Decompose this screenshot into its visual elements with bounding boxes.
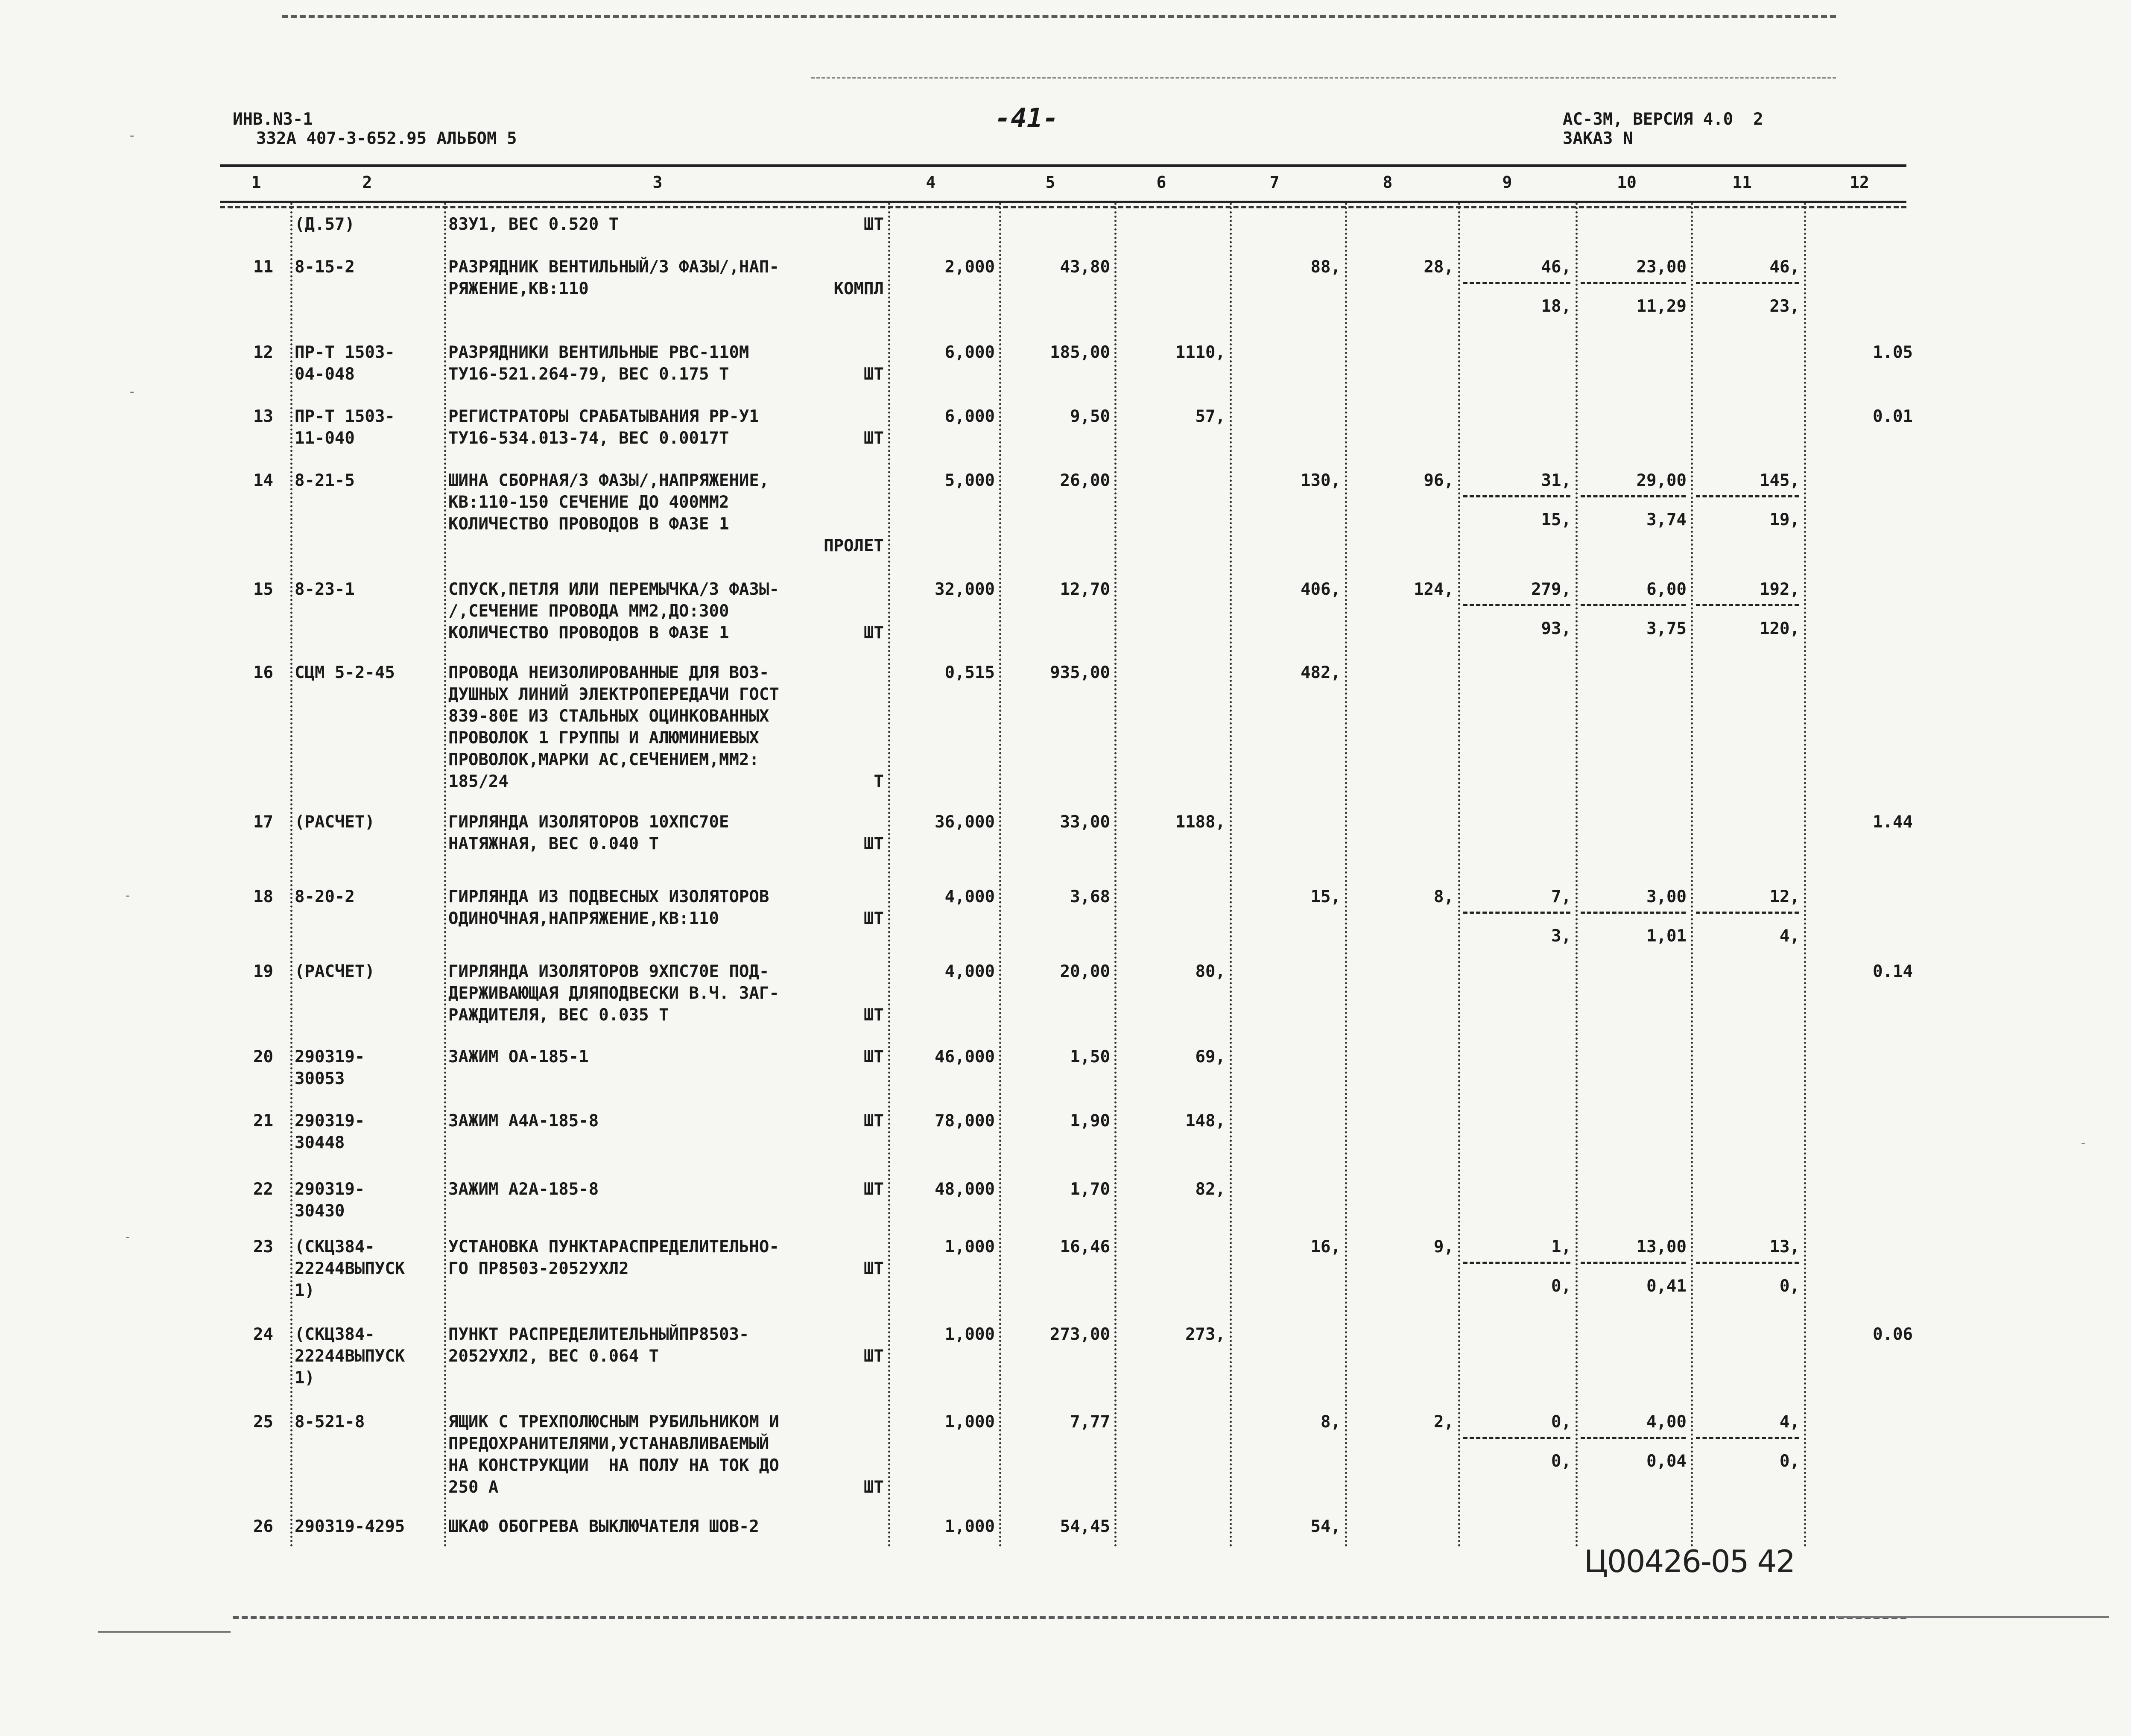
row-unit: ШТ (864, 365, 884, 384)
cell-col-5: 12,70 (1060, 580, 1110, 599)
row-number: 19 (253, 962, 273, 981)
fraction-separator (1581, 282, 1686, 284)
column-header-5: 5 (1045, 173, 1055, 192)
cell-col-9: 31, (1541, 471, 1571, 490)
row-description: СПУСК,ПЕТЛЯ ИЛИ ПЕРЕМЫЧКА/3 ФАЗЫ- (448, 580, 779, 599)
margin-tick: - (128, 384, 136, 399)
cell-col-4: 6,000 (944, 407, 995, 426)
row-description: ДУШНЫХ ЛИНИЙ ЭЛЕКТРОПЕРЕДАЧИ ГОСТ (448, 685, 779, 704)
row-description: НА КОНСТРУКЦИИ НА ПОЛУ НА ТОК ДО (448, 1456, 779, 1475)
cell-col-7: 406, (1301, 580, 1341, 599)
row-code: 11-040 (295, 429, 355, 448)
cell-col-6: 69, (1195, 1047, 1225, 1067)
cell-lower-9: 0, (1551, 1452, 1571, 1471)
column-header-12: 12 (1850, 173, 1869, 192)
row-number: 12 (253, 343, 273, 362)
column-separator (999, 203, 1001, 1548)
row-code: 8-23-1 (295, 580, 355, 599)
cell-col-5: 1,50 (1070, 1047, 1110, 1067)
row-description: ЯЩИК С ТРЕХПОЛЮСНЫМ РУБИЛЬНИКОМ И (448, 1412, 779, 1432)
cell-lower-9: 0, (1551, 1277, 1571, 1296)
cell-col-8: 8, (1434, 887, 1454, 906)
row-code: 290319- (295, 1180, 365, 1199)
row-description: ДЕРЖИВАЮЩАЯ ДЛЯПОДВЕСКИ В.Ч. ЗАГ- (448, 984, 779, 1003)
row-code: 290319- (295, 1111, 365, 1131)
row-unit: ШТ (864, 1047, 884, 1067)
cell-col-11: 13, (1769, 1237, 1800, 1257)
column-separator (1804, 203, 1806, 1548)
cell-col-7: 88, (1310, 257, 1341, 277)
cell-col-5: 1,70 (1070, 1180, 1110, 1199)
row-code: 290319-4295 (295, 1517, 405, 1536)
cell-col-8: 28, (1424, 257, 1454, 277)
column-header-7: 7 (1269, 173, 1280, 192)
top-dashed-rule (282, 15, 1836, 18)
cell-col-6: 1188, (1175, 812, 1225, 832)
fraction-separator (1463, 912, 1570, 914)
row-code: 30053 (295, 1069, 345, 1088)
row-number: 23 (253, 1237, 273, 1257)
row-description: ОДИНОЧНАЯ,НАПРЯЖЕНИЕ,КВ:110 (448, 909, 719, 928)
cell-col-8: 2, (1434, 1412, 1454, 1432)
column-header-8: 8 (1383, 173, 1393, 192)
order-label: ЗАКАЗ N (1563, 129, 1633, 148)
fraction-separator (1696, 604, 1799, 606)
cell-col-7: 16, (1310, 1237, 1341, 1257)
cell-col-12: 0.01 (1873, 407, 1913, 426)
column-separator (1691, 203, 1693, 1548)
cell-col-4: 36,000 (935, 812, 995, 832)
row-number: 18 (253, 887, 273, 906)
row-unit: Т (874, 772, 884, 791)
row-code: 8-15-2 (295, 257, 355, 277)
row-description: РАЗРЯДНИКИ ВЕНТИЛЬНЫЕ РВС-110М (448, 343, 749, 362)
cell-col-7: 482, (1301, 663, 1341, 682)
cell-col-6: 80, (1195, 962, 1225, 981)
row-description: ГИРЛЯНДА ИЗОЛЯТОРОВ 9ХПС70Е ПОД- (448, 962, 769, 981)
row-number: 21 (253, 1111, 273, 1131)
row-unit: ШТ (864, 1111, 884, 1131)
cell-col-5: 935,00 (1050, 663, 1110, 682)
fraction-separator (1696, 495, 1799, 497)
cell-col-6: 57, (1195, 407, 1225, 426)
row-description: КВ:110-150 СЕЧЕНИЕ ДО 400ММ2 (448, 493, 729, 512)
row-number: 26 (253, 1517, 273, 1536)
column-separator (1576, 203, 1578, 1548)
row-unit: ШТ (864, 1347, 884, 1366)
margin-tick: - (2079, 1136, 2087, 1151)
row-code: ПР-Т 1503- (295, 343, 395, 362)
row-description: УСТАНОВКА ПУНКТАРАСПРЕДЕЛИТЕЛЬНО- (448, 1237, 779, 1257)
column-header-10: 10 (1617, 173, 1637, 192)
cell-col-5: 26,00 (1060, 471, 1110, 490)
cell-col-8: 96, (1424, 471, 1454, 490)
row-description: ПРЕДОХРАНИТЕЛЯМИ,УСТАНАВЛИВАЕМЫЙ (448, 1434, 769, 1453)
row-number: 16 (253, 663, 273, 682)
header-bottom-rule (220, 201, 1906, 203)
row-description: ЗАЖИМ А4А-185-8 (448, 1111, 599, 1131)
cell-col-9: 1, (1551, 1237, 1571, 1257)
row-unit: ШТ (864, 1005, 884, 1025)
column-header-9: 9 (1502, 173, 1512, 192)
fraction-separator (1463, 1262, 1570, 1264)
row-unit: ШТ (864, 1478, 884, 1497)
cell-col-10: 6,00 (1646, 580, 1687, 599)
column-separator (1458, 203, 1460, 1548)
cell-col-7: 130, (1301, 471, 1341, 490)
cell-col-9: 7, (1551, 887, 1571, 906)
row-description: 839-80Е ИЗ СТАЛЬНЫХ ОЦИНКОВАННЫХ (448, 707, 769, 726)
cell-col-5: 273,00 (1050, 1325, 1110, 1344)
fraction-separator (1581, 495, 1686, 497)
row-number: 14 (253, 471, 273, 490)
fraction-separator (1581, 1437, 1686, 1439)
row-description: 83У1, ВЕС 0.520 Т (448, 215, 619, 234)
column-separator (888, 203, 890, 1548)
cell-col-4: 4,000 (944, 887, 995, 906)
cell-col-4: 32,000 (935, 580, 995, 599)
cell-col-12: 0.06 (1873, 1325, 1913, 1344)
column-separator (1230, 203, 1232, 1548)
fraction-separator (1463, 495, 1570, 497)
cell-col-8: 124, (1414, 580, 1454, 599)
cell-col-5: 9,50 (1070, 407, 1110, 426)
column-header-6: 6 (1156, 173, 1166, 192)
row-unit: ШТ (864, 623, 884, 643)
row-code: (РАСЧЕТ) (295, 812, 375, 832)
cell-col-12: 1.44 (1873, 812, 1913, 832)
cell-col-12: 0.14 (1873, 962, 1913, 981)
cell-col-6: 273, (1185, 1325, 1225, 1344)
row-code: 290319- (295, 1047, 365, 1067)
cell-lower-10: 3,75 (1646, 619, 1687, 638)
cell-col-6: 1110, (1175, 343, 1225, 362)
bottom-left-rule (98, 1631, 231, 1633)
cell-col-6: 148, (1185, 1111, 1225, 1131)
fraction-separator (1463, 1437, 1570, 1439)
inventory-number: ИНВ.N3-1 (233, 110, 313, 129)
row-code: 22244ВЫПУСК (295, 1347, 405, 1366)
row-description: ГО ПР8503-2052УХЛ2 (448, 1259, 629, 1278)
row-unit: КОМПЛ (833, 279, 884, 298)
cell-col-4: 1,000 (944, 1237, 995, 1257)
cell-col-11: 4, (1780, 1412, 1800, 1432)
row-number: 17 (253, 812, 273, 832)
cell-col-4: 0,515 (944, 663, 995, 682)
cell-lower-11: 120, (1760, 619, 1800, 638)
row-description: КОЛИЧЕСТВО ПРОВОДОВ В ФАЗЕ 1 (448, 623, 729, 643)
row-code: 04-048 (295, 365, 355, 384)
cell-lower-11: 19, (1769, 510, 1800, 529)
row-unit: ШТ (864, 429, 884, 448)
row-number: 22 (253, 1180, 273, 1199)
margin-tick: - (124, 888, 132, 903)
cell-lower-9: 93, (1541, 619, 1571, 638)
row-description: РАЗРЯДНИК ВЕНТИЛЬНЫЙ/3 ФАЗЫ/,НАП- (448, 257, 779, 277)
row-code: (СКЦ384- (295, 1325, 375, 1344)
row-description: КОЛИЧЕСТВО ПРОВОДОВ В ФАЗЕ 1 (448, 514, 729, 534)
cell-col-7: 8, (1321, 1412, 1341, 1432)
row-description: /,СЕЧЕНИЕ ПРОВОДА ММ2,ДО:300 (448, 602, 729, 621)
cell-col-5: 43,80 (1060, 257, 1110, 277)
cell-col-4: 1,000 (944, 1412, 995, 1432)
row-code: 8-21-5 (295, 471, 355, 490)
row-description: 185/24 (448, 772, 509, 791)
row-description: РАЖДИТЕЛЯ, ВЕС 0.035 Т (448, 1005, 669, 1025)
row-number: 13 (253, 407, 273, 426)
row-number: 24 (253, 1325, 273, 1344)
cell-lower-10: 11,29 (1636, 297, 1687, 316)
cell-col-5: 16,46 (1060, 1237, 1110, 1257)
row-description: ПРОВОДА НЕИЗОЛИРОВАННЫЕ ДЛЯ ВОЗ- (448, 663, 769, 682)
row-unit: ШТ (864, 1180, 884, 1199)
row-description: НАТЯЖНАЯ, ВЕС 0.040 Т (448, 834, 659, 853)
row-number: 25 (253, 1412, 273, 1432)
row-description: ТУ16-534.013-74, ВЕС 0.0017Т (448, 429, 729, 448)
cell-lower-11: 0, (1780, 1277, 1800, 1296)
cell-lower-11: 23, (1769, 297, 1800, 316)
cell-col-8: 9, (1434, 1237, 1454, 1257)
row-description: ЗАЖИМ А2А-185-8 (448, 1180, 599, 1199)
header-top-rule (220, 164, 1906, 167)
row-code: 1) (295, 1368, 315, 1388)
column-separator (1114, 203, 1117, 1548)
cell-col-10: 29,00 (1636, 471, 1687, 490)
cell-lower-10: 0,04 (1646, 1452, 1687, 1471)
fraction-separator (1463, 282, 1570, 284)
cell-col-5: 54,45 (1060, 1517, 1110, 1536)
cell-col-5: 185,00 (1050, 343, 1110, 362)
fraction-separator (1696, 1262, 1799, 1264)
fraction-separator (1463, 604, 1570, 606)
row-number: 20 (253, 1047, 273, 1067)
cell-col-4: 6,000 (944, 343, 995, 362)
fraction-separator (1696, 1437, 1799, 1439)
cell-lower-10: 3,74 (1646, 510, 1687, 529)
row-description: ПУНКТ РАСПРЕДЕЛИТЕЛЬНЫЙПР8503- (448, 1325, 749, 1344)
cell-col-11: 145, (1760, 471, 1800, 490)
cell-lower-10: 0,41 (1646, 1277, 1687, 1296)
row-code: 30430 (295, 1201, 345, 1221)
cell-col-9: 279, (1531, 580, 1571, 599)
row-description: ТУ16-521.264-79, ВЕС 0.175 Т (448, 365, 729, 384)
cell-col-9: 46, (1541, 257, 1571, 277)
cell-lower-11: 0, (1780, 1452, 1800, 1471)
cell-col-4: 2,000 (944, 257, 995, 277)
row-description: ШКАФ ОБОГРЕВА ВЫКЛЮЧАТЕЛЯ ШОВ-2 (448, 1517, 759, 1536)
program-version: АС-3М, ВЕРСИЯ 4.0 2 (1563, 110, 1763, 129)
row-unit: ШТ (864, 834, 884, 853)
row-number: 11 (253, 257, 273, 277)
row-description: ЗАЖИМ ОА-185-1 (448, 1047, 589, 1067)
row-description: РЯЖЕНИЕ,КВ:110 (448, 279, 589, 298)
row-description: ГИРЛЯНДА ИЗ ПОДВЕСНЫХ ИЗОЛЯТОРОВ (448, 887, 769, 906)
row-number: 15 (253, 580, 273, 599)
cell-col-9: 0, (1551, 1412, 1571, 1432)
bottom-right-rule (1836, 1616, 2109, 1618)
cell-col-10: 4,00 (1646, 1412, 1687, 1432)
cell-col-5: 33,00 (1060, 812, 1110, 832)
cell-col-4: 78,000 (935, 1111, 995, 1131)
cell-col-4: 5,000 (944, 471, 995, 490)
row-code: 1) (295, 1281, 315, 1300)
row-code: 8-20-2 (295, 887, 355, 906)
top-dashed-rule-2 (811, 77, 1836, 79)
row-code: (Д.57) (295, 215, 355, 234)
cell-col-5: 3,68 (1070, 887, 1110, 906)
row-code: 22244ВЫПУСК (295, 1259, 405, 1278)
cell-col-4: 48,000 (935, 1180, 995, 1199)
cell-col-4: 4,000 (944, 962, 995, 981)
cell-col-11: 12, (1769, 887, 1800, 906)
cell-col-6: 82, (1195, 1180, 1225, 1199)
row-code: 30448 (295, 1133, 345, 1152)
column-header-11: 11 (1732, 173, 1752, 192)
cell-col-5: 1,90 (1070, 1111, 1110, 1131)
row-unit: ШТ (864, 909, 884, 928)
page-number: -41- (995, 102, 1059, 134)
column-header-3: 3 (652, 173, 663, 192)
cell-col-11: 46, (1769, 257, 1800, 277)
row-unit: ПРОЛЕТ (824, 536, 884, 555)
column-header-2: 2 (362, 173, 372, 192)
cell-col-7: 54, (1310, 1517, 1341, 1536)
cell-col-4: 1,000 (944, 1325, 995, 1344)
row-description: ПРОВОЛОК,МАРКИ АС,СЕЧЕНИЕМ,ММ2: (448, 750, 759, 769)
column-header-1: 1 (251, 173, 261, 192)
cell-lower-9: 18, (1541, 297, 1571, 316)
fraction-separator (1581, 912, 1686, 914)
fraction-separator (1581, 1262, 1686, 1264)
document-code: 332А 407-3-652.95 АЛЬБОМ 5 (256, 129, 517, 148)
cell-col-12: 1.05 (1873, 343, 1913, 362)
row-unit: ШТ (864, 215, 884, 234)
cell-lower-9: 15, (1541, 510, 1571, 529)
column-separator (1345, 203, 1347, 1548)
bottom-dashed-rule (233, 1616, 1906, 1619)
cell-lower-11: 4, (1780, 926, 1800, 946)
row-code: СЦМ 5-2-45 (295, 663, 395, 682)
cell-lower-9: 3, (1551, 926, 1571, 946)
column-separator (444, 203, 446, 1548)
margin-tick: - (124, 1230, 132, 1245)
cell-col-4: 1,000 (944, 1517, 995, 1536)
row-description: РЕГИСТРАТОРЫ СРАБАТЫВАНИЯ РР-У1 (448, 407, 759, 426)
row-description: 2052УХЛ2, ВЕС 0.064 Т (448, 1347, 659, 1366)
cell-col-10: 23,00 (1636, 257, 1687, 277)
row-code: 8-521-8 (295, 1412, 365, 1432)
fraction-separator (1581, 604, 1686, 606)
cell-col-10: 3,00 (1646, 887, 1687, 906)
column-header-4: 4 (926, 173, 936, 192)
column-separator (290, 203, 292, 1548)
fraction-separator (1696, 912, 1799, 914)
cell-col-5: 7,77 (1070, 1412, 1110, 1432)
fraction-separator (1696, 282, 1799, 284)
margin-tick: - (128, 128, 136, 143)
row-code: (РАСЧЕТ) (295, 962, 375, 981)
row-description: ШИНА СБОРНАЯ/3 ФАЗЫ/,НАПРЯЖЕНИЕ, (448, 471, 769, 490)
row-description: ГИРЛЯНДА ИЗОЛЯТОРОВ 10ХПС70Е (448, 812, 729, 832)
cell-col-4: 46,000 (935, 1047, 995, 1067)
row-description: ПРОВОЛОК 1 ГРУППЫ И АЛЮМИНИЕВЫХ (448, 728, 759, 748)
cell-lower-10: 1,01 (1646, 926, 1687, 946)
cell-col-11: 192, (1760, 580, 1800, 599)
handwritten-stamp: Ц00426-05 42 (1584, 1543, 1795, 1579)
row-code: ПР-Т 1503- (295, 407, 395, 426)
row-code: (СКЦ384- (295, 1237, 375, 1257)
header-bottom-rule-2 (220, 206, 1906, 208)
row-unit: ШТ (864, 1259, 884, 1278)
cell-col-10: 13,00 (1636, 1237, 1687, 1257)
cell-col-7: 15, (1310, 887, 1341, 906)
row-description: 250 А (448, 1478, 499, 1497)
cell-col-5: 20,00 (1060, 962, 1110, 981)
